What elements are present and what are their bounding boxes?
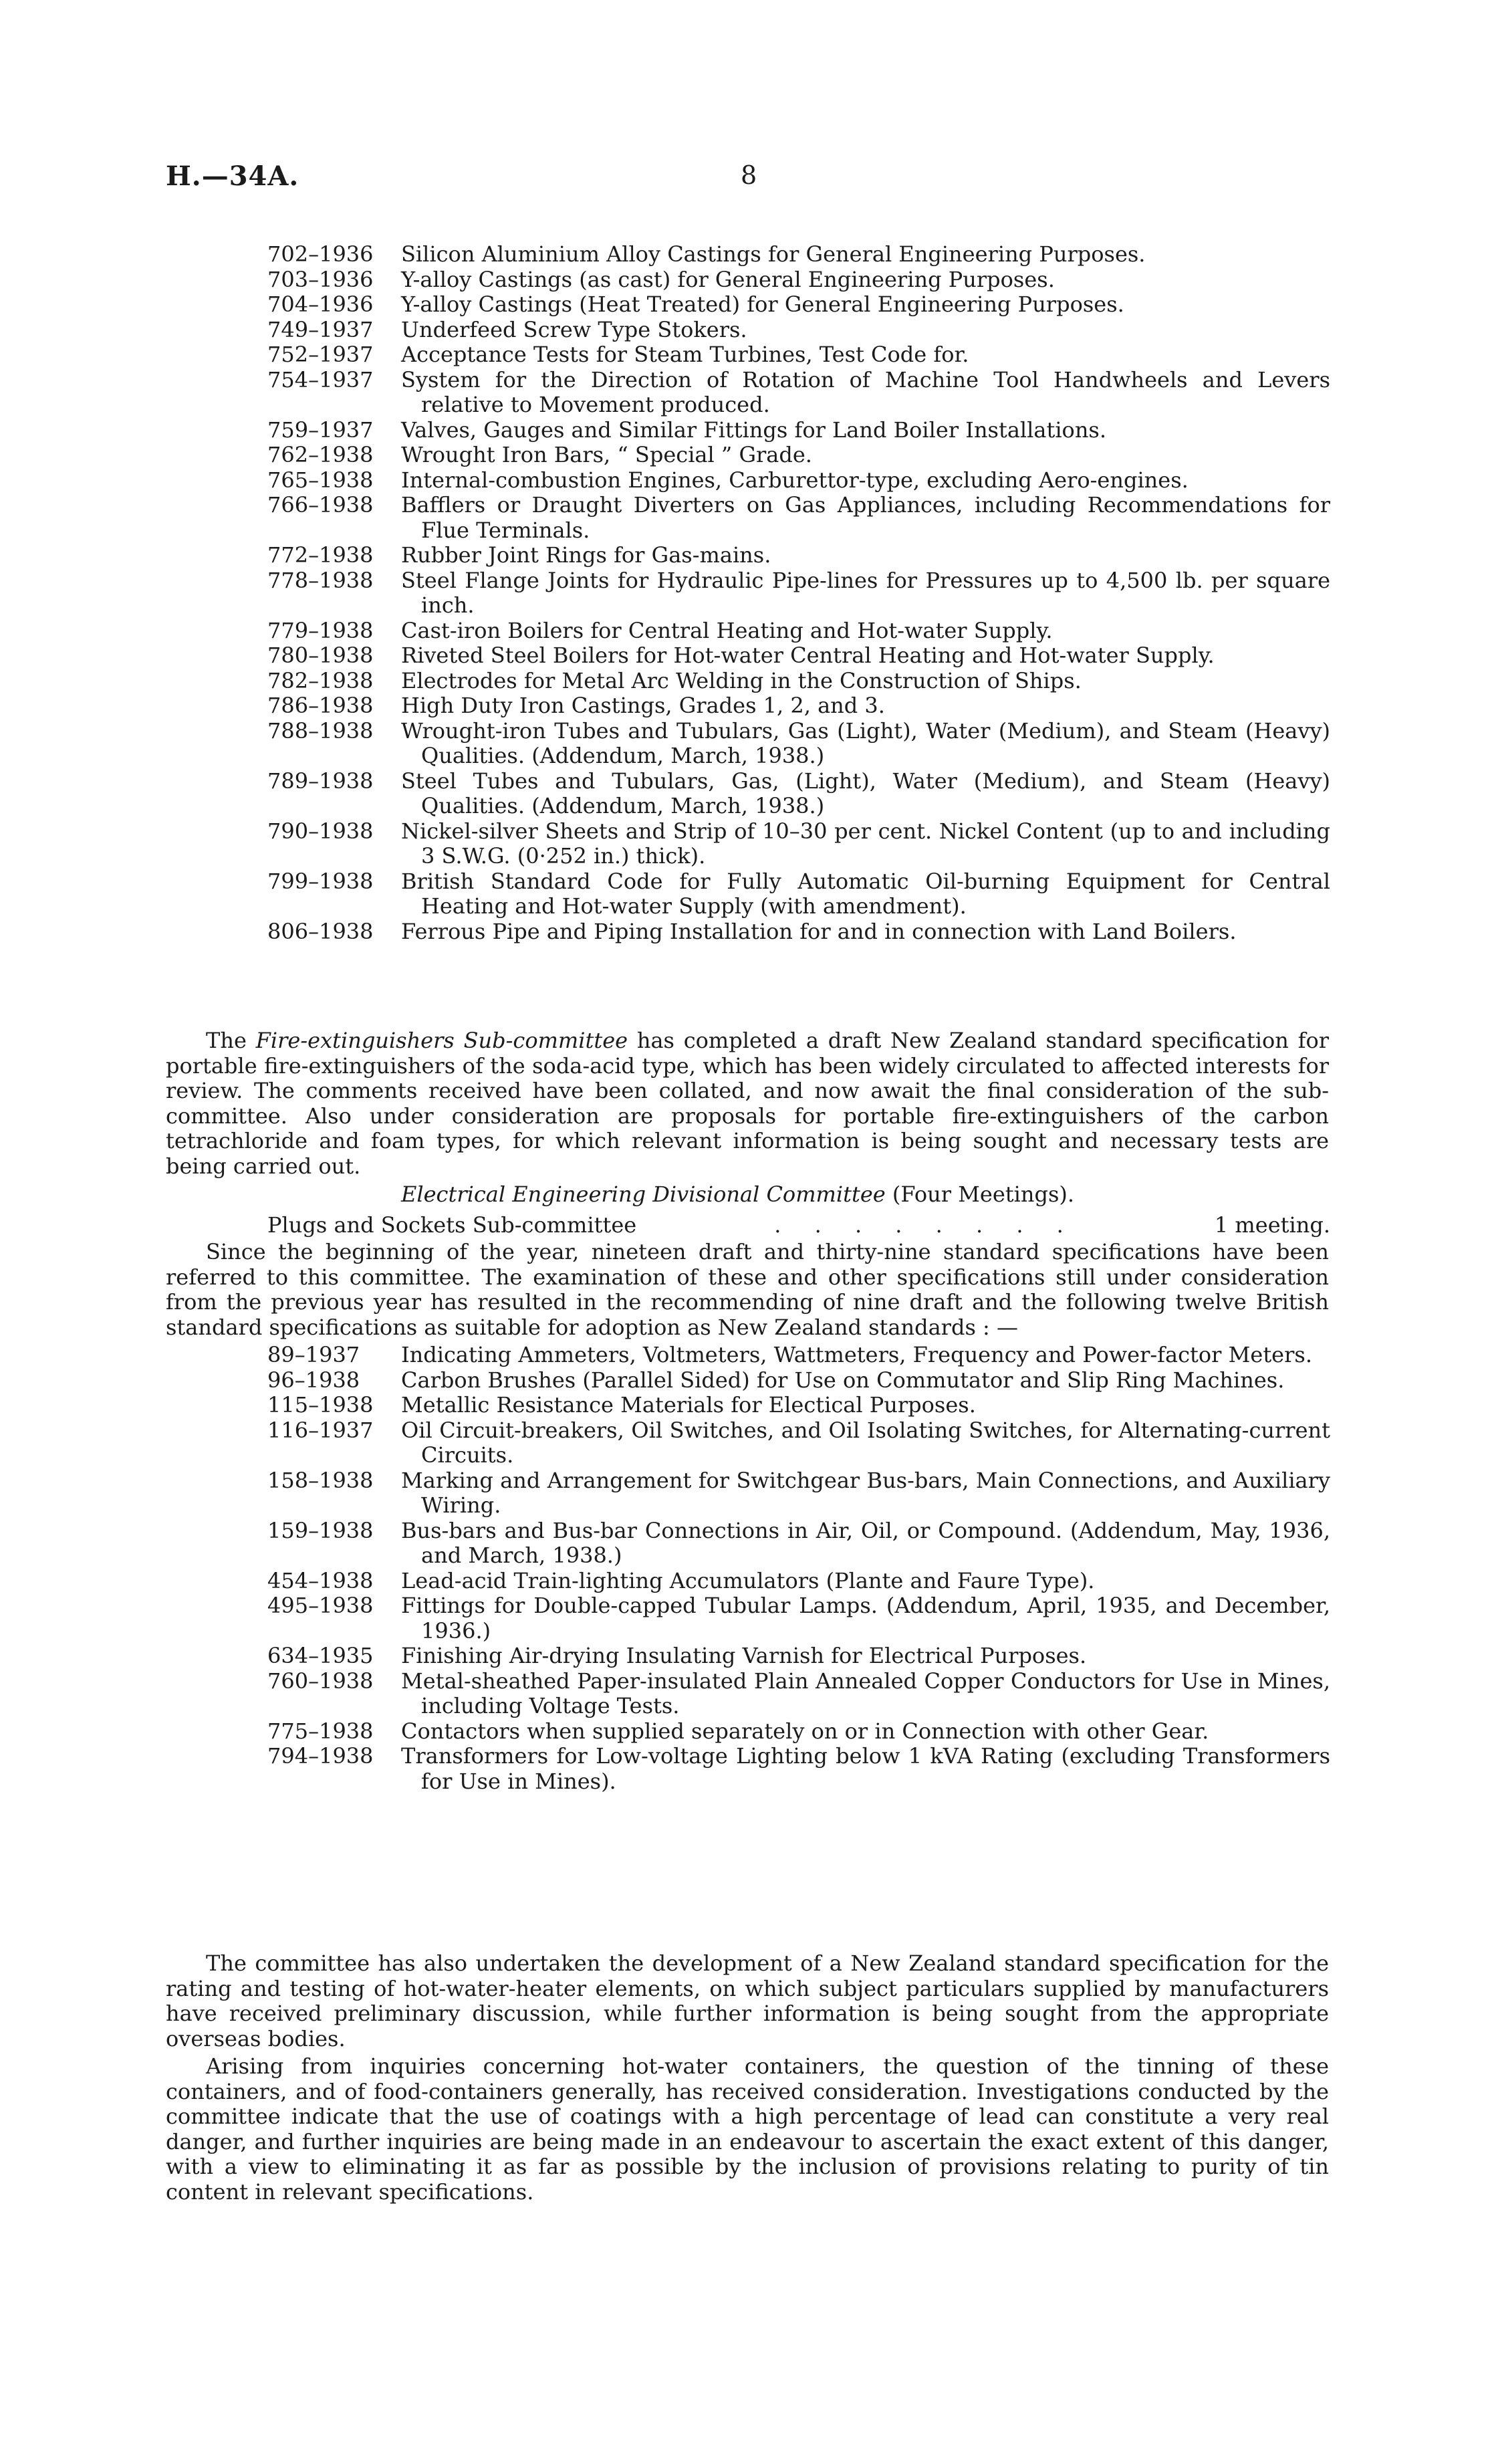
list-item xyxy=(267,1719,1330,1745)
spec-title: Steel Flange Joints for Hydraulic Pipe-lines for Pressures up to 4,500 lb. per square inch. xyxy=(401,567,1330,618)
electrical-spec-list xyxy=(267,1343,1330,1794)
spec-title: Rubber Joint Rings for Gas-mains. xyxy=(401,542,771,568)
list-item xyxy=(267,468,1330,493)
list-item xyxy=(267,493,1330,543)
spec-title: Oil Circuit-breakers, Oil Switches, and Oil Isolating Switches, for Alternating-current Circuits. xyxy=(401,1417,1330,1468)
list-item xyxy=(267,669,1330,694)
spec-title: Marking and Arrangement for Switchgear Bus-bars, Main Connections, and Auxiliary Wiring. xyxy=(401,1467,1330,1518)
meeting-count: 1 meeting. xyxy=(1214,1212,1330,1238)
spec-title: British Standard Code for Fully Automatic Oil-burning Equipment for Central Heating and Hot-water Supply (with amendment). xyxy=(401,868,1330,919)
list-item xyxy=(267,292,1330,318)
list-item xyxy=(267,869,1330,919)
list-item xyxy=(267,368,1330,418)
spec-title: Steel Tubes and Tubulars, Gas, (Light), Water (Medium), and Steam (Heavy) Qualities. (Addendum, March, 1938.) xyxy=(401,768,1330,818)
spec-code: 799–1938 xyxy=(267,868,374,894)
list-item xyxy=(267,1593,1330,1644)
spec-code: 790–1938 xyxy=(267,818,374,844)
spec-title: Valves, Gauges and Similar Fittings for Land Boiler Installations. xyxy=(401,417,1107,443)
spec-title: Wrought Iron Bars, “ Special ” Grade. xyxy=(401,442,812,467)
spec-code: 752–1937 xyxy=(267,342,374,367)
list-item xyxy=(267,342,1330,368)
heading-committee-name: Electrical Engineering Divisional Committee xyxy=(401,1182,886,1207)
spec-title: High Duty Iron Castings, Grades 1, 2, and 3. xyxy=(401,693,885,718)
spec-code: 806–1938 xyxy=(267,918,374,944)
spec-code: 454–1938 xyxy=(267,1567,374,1593)
para-lead: The xyxy=(206,1028,256,1053)
spec-code: 788–1938 xyxy=(267,717,374,744)
page-header xyxy=(166,160,1329,201)
leader-dots: . . . . . . . . xyxy=(774,1212,1077,1238)
electrical-committee-heading xyxy=(401,1182,1136,1208)
list-item xyxy=(267,919,1330,945)
list-item xyxy=(267,819,1330,869)
fire-extinguishers-paragraph xyxy=(166,1028,1329,1179)
list-item xyxy=(267,1368,1330,1393)
spec-title: Cast-iron Boilers for Central Heating and Hot-water Supply. xyxy=(401,617,1053,643)
list-item xyxy=(267,693,1330,719)
list-item xyxy=(267,242,1330,267)
since-beginning-paragraph: Since the beginning of the year, nineteen draft and thirty-nine standard specifications have been referred to this committee. The examination of these and other specifications still under consideration from the previous year has resulted in the recommending of nine draft and the following twelve British standard specifications as suitable for adoption as New Zealand standards : — xyxy=(166,1239,1329,1340)
spec-code: 159–1938 xyxy=(267,1517,374,1543)
list-item xyxy=(267,1519,1330,1569)
spec-code: 759–1937 xyxy=(267,417,374,443)
spec-code: 780–1938 xyxy=(267,643,374,668)
spec-code: 495–1938 xyxy=(267,1593,374,1618)
list-item xyxy=(267,1418,1330,1468)
spec-title: Riveted Steel Boilers for Hot-water Central Heating and Hot-water Supply. xyxy=(401,643,1215,668)
sub-committee-label: Plugs and Sockets Sub-committee xyxy=(267,1212,637,1238)
spec-title: Metallic Resistance Materials for Electical Purposes. xyxy=(401,1392,976,1418)
spec-title: Contactors when supplied separately on or in Connection with other Gear. xyxy=(401,1718,1209,1744)
list-item xyxy=(267,1393,1330,1418)
list-item xyxy=(267,1744,1330,1794)
spec-code: 115–1938 xyxy=(267,1392,374,1418)
spec-code: 782–1938 xyxy=(267,667,374,693)
spec-title: Bus-bars and Bus-bar Connections in Air, Oil, or Compound. (Addendum, May, 1936, and March, 1938.) xyxy=(401,1517,1330,1568)
list-item xyxy=(267,769,1330,819)
plugs-sockets-line xyxy=(267,1213,1330,1238)
spec-title: Internal-combustion Engines, Carburettor-type, excluding Aero-engines. xyxy=(401,467,1189,493)
spec-code: 779–1938 xyxy=(267,617,374,643)
heading-meetings: (Four Meetings). xyxy=(885,1182,1075,1207)
spec-code: 703–1936 xyxy=(267,266,374,292)
spec-title: Wrought-iron Tubes and Tubulars, Gas (Light), Water (Medium), and Steam (Heavy) Qualities. (Addendum, March, 1938.) xyxy=(401,717,1330,768)
spec-code: 775–1938 xyxy=(267,1718,374,1744)
list-item xyxy=(267,1669,1330,1719)
list-item xyxy=(267,443,1330,468)
document-reference: H.—34A. xyxy=(166,160,299,192)
spec-code: 704–1936 xyxy=(267,292,374,317)
spec-code: 766–1938 xyxy=(267,492,374,518)
committee-development-paragraph: The committee has also undertaken the development of a New Zealand standard specification for the rating and testing of hot-water-heater elements, on which subject particulars supplied by manufacturers have received preliminary discussion, while further information is being sought from the appropriate overseas bodies. xyxy=(166,1950,1329,2051)
spec-title: Indicating Ammeters, Voltmeters, Wattmeters, Frequency and Power-factor Meters. xyxy=(401,1342,1312,1367)
spec-title: Nickel-silver Sheets and Strip of 10–30 per cent. Nickel Content (up to and including 3 S.W.G. (0·252 in.) thick). xyxy=(401,818,1330,869)
spec-title: Silicon Aluminium Alloy Castings for General Engineering Purposes. xyxy=(401,241,1146,267)
spec-title: Y-alloy Castings (Heat Treated) for General Engineering Purposes. xyxy=(401,292,1124,317)
spec-title: Lead-acid Train-lighting Accumulators (Plante and Faure Type). xyxy=(401,1567,1095,1593)
arising-paragraph: Arising from inquiries concerning hot-water containers, the question of the tinning of these containers, and of food-containers generally, has received consideration. Investigations conducted by the committee indicate that the use of coatings with a high percentage of lead can constitute a very real danger, and further inquiries are being made in an endeavour to ascertain the exact extent of this danger, with a view to eliminating it as far as possible by the inclusion of provisions relating to purity of tin content in relevant specifications. xyxy=(166,2053,1329,2205)
spec-code: 760–1938 xyxy=(267,1668,374,1694)
page-number: 8 xyxy=(741,160,757,190)
spec-title: Metal-sheathed Paper-insulated Plain Annealed Copper Conductors for Use in Mines, including Voltage Tests. xyxy=(401,1668,1330,1718)
spec-title: Underfeed Screw Type Stokers. xyxy=(401,316,747,342)
spec-title: System for the Direction of Rotation of Machine Tool Handwheels and Levers relative to Movement produced. xyxy=(401,366,1330,417)
list-item xyxy=(267,568,1330,619)
list-item xyxy=(267,643,1330,669)
spec-title: Acceptance Tests for Steam Turbines, Test Code for. xyxy=(401,342,969,367)
spec-code: 765–1938 xyxy=(267,467,374,493)
para-body: has completed a draft New Zealand standard specification for portable fire-extinguishers of the soda-acid type, which has been widely circulated to affected interests for review. The comments received have been collated, and now await the final consideration of the sub-committee. Also under consideration are proposals for portable fire-extinguishers of the carbon tetrachloride and foam types, for which relevant information is being sought and necessary tests are being carried out. xyxy=(166,1028,1330,1179)
spec-code: 754–1937 xyxy=(267,366,374,393)
spec-title: Y-alloy Castings (as cast) for General Engineering Purposes. xyxy=(401,266,1055,292)
spec-code: 772–1938 xyxy=(267,542,374,568)
spec-title: Electrodes for Metal Arc Welding in the Construction of Ships. xyxy=(401,667,1082,693)
spec-title: Ferrous Pipe and Piping Installation for and in connection with Land Boilers. xyxy=(401,918,1237,944)
spec-code: 116–1937 xyxy=(267,1417,374,1443)
spec-code: 702–1936 xyxy=(267,241,374,267)
list-item xyxy=(267,619,1330,644)
spec-code: 158–1938 xyxy=(267,1467,374,1493)
spec-code: 794–1938 xyxy=(267,1743,374,1769)
spec-title: Fittings for Double-capped Tubular Lamps. (Addendum, April, 1935, and December, 1936.) xyxy=(401,1593,1330,1644)
list-item xyxy=(267,1343,1330,1368)
spec-code: 762–1938 xyxy=(267,442,374,467)
spec-title: Bafflers or Draught Diverters on Gas Appliances, including Recommendations for Flue Terminals. xyxy=(401,492,1330,543)
spec-title: Finishing Air-drying Insulating Varnish for Electrical Purposes. xyxy=(401,1643,1087,1668)
spec-code: 789–1938 xyxy=(267,768,374,794)
spec-code: 634–1935 xyxy=(267,1643,374,1668)
spec-title: Transformers for Low-voltage Lighting below 1 kVA Rating (excluding Transformers for Use in Mines). xyxy=(401,1743,1330,1794)
spec-title: Carbon Brushes (Parallel Sided) for Use on Commutator and Slip Ring Machines. xyxy=(401,1367,1285,1393)
spec-code: 778–1938 xyxy=(267,567,374,593)
list-item xyxy=(267,418,1330,443)
engineering-spec-list xyxy=(267,242,1330,944)
list-item xyxy=(267,719,1330,769)
list-item xyxy=(267,1644,1330,1669)
list-item xyxy=(267,1468,1330,1519)
list-item xyxy=(267,1569,1330,1594)
spec-code: 749–1937 xyxy=(267,316,374,342)
list-item xyxy=(267,543,1330,568)
spec-code: 89–1937 xyxy=(267,1342,360,1367)
list-item xyxy=(267,267,1330,293)
spec-code: 786–1938 xyxy=(267,693,374,718)
list-item xyxy=(267,318,1330,343)
sub-committee-name: Fire-extinguishers Sub-committee xyxy=(255,1028,628,1053)
spec-code: 96–1938 xyxy=(267,1367,360,1393)
